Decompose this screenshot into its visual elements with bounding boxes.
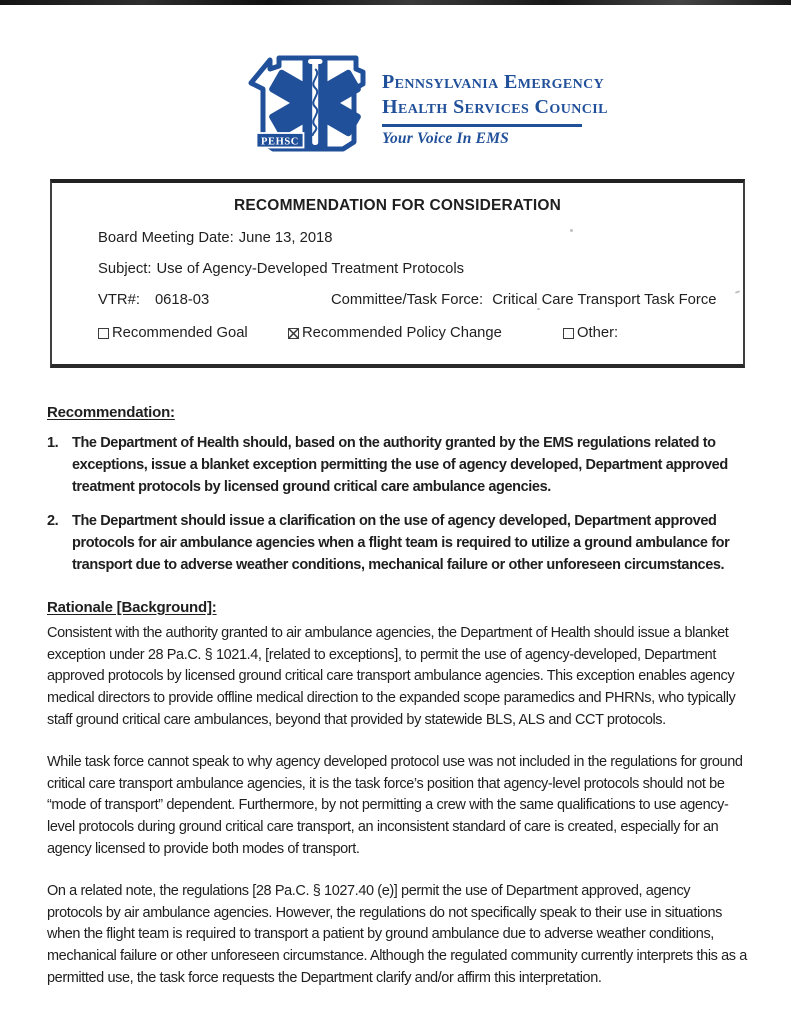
board-meeting-row — [52, 230, 743, 246]
letterhead — [243, 52, 791, 162]
subject-row — [52, 261, 743, 277]
board-meeting-label: Board Meeting Date: — [98, 230, 234, 246]
committee-field — [331, 292, 716, 308]
recommended-goal-checkbox — [98, 328, 109, 339]
rationale-heading: Rationale [Background]: — [47, 598, 217, 616]
logo-banner-label: PEHSC — [260, 136, 300, 148]
other-label: Other: — [577, 325, 619, 341]
other-checkbox — [563, 328, 574, 339]
rationale-section — [47, 599, 747, 990]
rationale-paragraph-1: Consistent with the authority granted to air ambulance agencies, the Department of Health should issue a blanket exception under 28 Pa.C. § 1021.4, [related to exceptions], to permit the use of agency-developed, Department approved protocols by licensed ground critical care transport ambulance agencies. This exception enables agency medical directors to provide offline medical direction to the expanded scope paramedics and PHRNs, who typically staff ground critical care ambulances, beyond that provided by statewide BLS, ALS and CCT protocols. — [47, 624, 736, 728]
header-rule — [382, 124, 582, 127]
org-name-line1: Pennsylvania Emergency — [382, 71, 605, 93]
document-body — [47, 404, 747, 990]
recommended-goal-label: Recommended Goal — [112, 325, 248, 341]
vtr-label: VTR#: — [98, 292, 140, 308]
recommended-policy-change-option — [288, 325, 563, 341]
vtr-number: 0618-03 — [154, 292, 210, 308]
recommendation-heading: Recommendation: — [47, 404, 175, 421]
form-title: RECOMMENDATION FOR CONSIDERATION — [233, 197, 561, 214]
item-text: The Department should issue a clarification on the use of agency developed, Department approved protocols for air ambulance agencies when a flight team is required to utilize a ground ambulance for transport due to adverse weather conditions, mechanical failure or other unforeseen circumstances. — [72, 513, 730, 573]
recommended-policy-change-label: Recommended Policy Change — [302, 325, 502, 341]
rationale-paragraph-2: While task force cannot speak to why agency developed protocol use was not included in the regulations for ground critical care transport ambulance agencies, it is the task force’s position that agency-level protocols should not be “mode of transport” dependent. Furthermore, by not permitting a crew with the same qualifications to use agency-level protocols during ground critical care transport, an inconsistent standard of care is created, especially for an agency licensed to provide both modes of transport. — [47, 753, 743, 857]
checkbox-row — [52, 325, 743, 341]
board-meeting-date: June 13, 2018 — [238, 230, 333, 246]
item-number: 2. — [47, 513, 59, 530]
committee-label: Committee/Task Force: — [331, 292, 484, 308]
scan-artifact-top-line — [0, 0, 791, 5]
rationale-paragraph-3: On a related note, the regulations [28 Pa.C. § 1027.40 (e)] permit the use of Department approved, agency protocols by air ambulance agencies. However, the regulations do not specifically speak to their use in situations when the flight team is required to transport a patient by ground ambulance due to adverse weather conditions, mechanical failure or other unforeseen circumstance. Although the regulated community currently interprets this as a permitted use, the task force requests the Department clarify and/or affirm this interpretation. — [47, 882, 747, 986]
org-name-line2: Health Services Council — [382, 96, 608, 118]
scan-speck — [570, 229, 573, 232]
vtr-committee-row — [52, 292, 743, 308]
subject-label: Subject: — [98, 261, 152, 277]
recommended-policy-change-checkbox — [288, 328, 299, 339]
recommendation-item-2 — [47, 511, 747, 576]
item-text: The Department of Health should, based on the authority granted by the EMS regulations related to exceptions, issue a blanket exception permitting the use of agency developed, Department approved treatment protocols by licensed ground critical care ambulance agencies. — [72, 435, 728, 495]
other-option — [563, 325, 618, 341]
scan-speck — [537, 308, 540, 310]
org-tagline: Your Voice In EMS — [382, 130, 510, 147]
committee-value: Critical Care Transport Task Force — [492, 292, 717, 308]
org-name-block — [382, 70, 608, 148]
recommended-goal-option — [98, 325, 288, 341]
pehsc-logo — [243, 52, 368, 162]
item-number: 1. — [47, 435, 59, 451]
vtr-field — [98, 292, 331, 308]
recommendation-item-1 — [47, 433, 747, 498]
logo-banner — [257, 133, 304, 148]
recommendation-form-box — [50, 179, 745, 368]
subject-value: Use of Agency-Developed Treatment Protocols — [156, 261, 465, 277]
